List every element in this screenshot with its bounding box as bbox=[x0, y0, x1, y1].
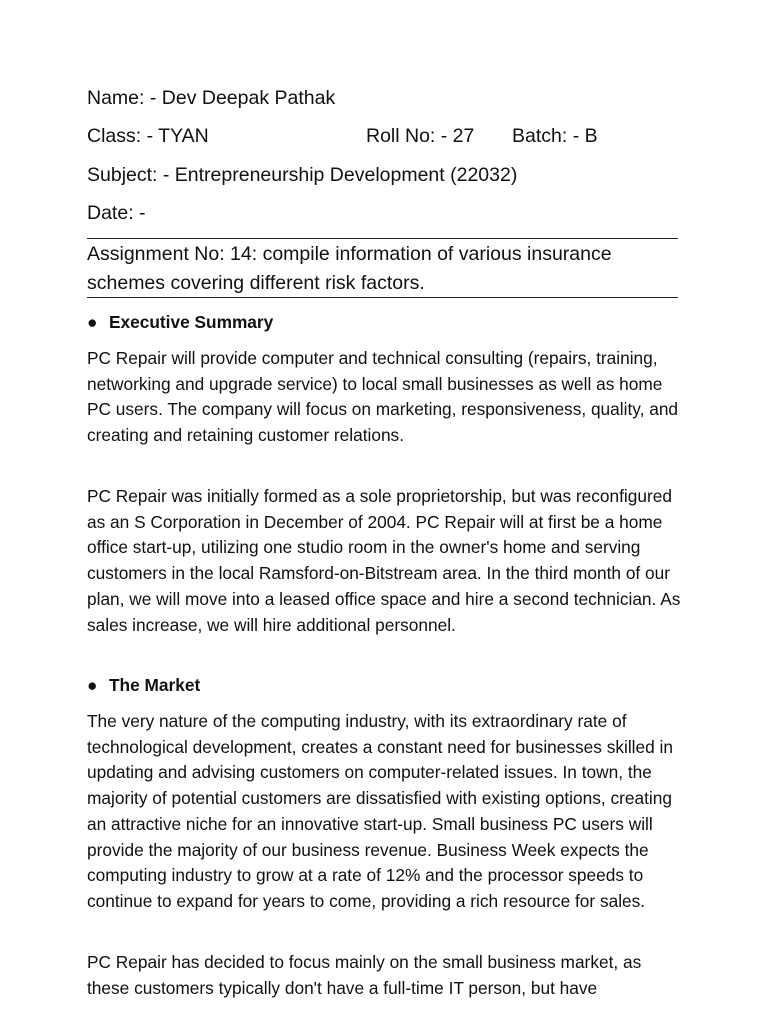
bottom-divider bbox=[87, 297, 678, 298]
paragraph: PC Repair will provide computer and technical consulting (repairs, training, networking and upgrade service) to local small businesses as well as home PC users. The company will focus on marketing, responsiveness, quality, and creating and retaining customer relations. bbox=[87, 348, 679, 446]
assignment-title: Assignment No: 14: compile information of various insurance schemes covering different risk factors. bbox=[87, 243, 612, 294]
batch-field: Batch: - B bbox=[512, 125, 598, 147]
section-heading-executive-summary bbox=[87, 311, 273, 333]
date-field: Date: - bbox=[87, 202, 146, 224]
subject-field: Subject: - Entrepreneurship Development (22032) bbox=[87, 164, 518, 186]
top-divider bbox=[87, 238, 678, 239]
section-heading-label: Executive Summary bbox=[109, 312, 274, 332]
class-field: Class: - TYAN bbox=[87, 125, 209, 147]
paragraph: PC Repair has decided to focus mainly on the small business market, as these customers typically don't have a full-time IT person, but have bbox=[87, 952, 642, 998]
paragraph: The very nature of the computing industry, with its extraordinary rate of technological development, creates a constant need for businesses skilled in updating and advising customers on computer-related issues. In town, the majority of potential customers are dissatisfied with existing options, creating an attractive niche for an innovative start-up. Small business PC users will provide the majority of our business revenue. Business Week expects the computing industry to grow at a rate of 12% and the processor speeds to continue to expand for years to come, providing a rich resource for sales. bbox=[87, 711, 673, 911]
student-name: Name: - Dev Deepak Pathak bbox=[87, 87, 336, 109]
section-heading-label: The Market bbox=[109, 675, 201, 695]
bullet-icon: ● bbox=[87, 312, 98, 332]
roll-number-field: Roll No: - 27 bbox=[366, 125, 475, 147]
paragraph: PC Repair was initially formed as a sole proprietorship, but was reconfigured as an S Corporation in December of 2004. PC Repair will at first be a home office start-up, utilizing one studio room in the owner's home and serving customers in the local Ramsford-on-Bitstream area. In the third month of our plan, we will move into a leased office space and hire a second technician. As sales increase, we will hire additional personnel. bbox=[87, 486, 681, 635]
section-heading-the-market bbox=[87, 674, 200, 696]
bullet-icon: ● bbox=[87, 675, 98, 695]
